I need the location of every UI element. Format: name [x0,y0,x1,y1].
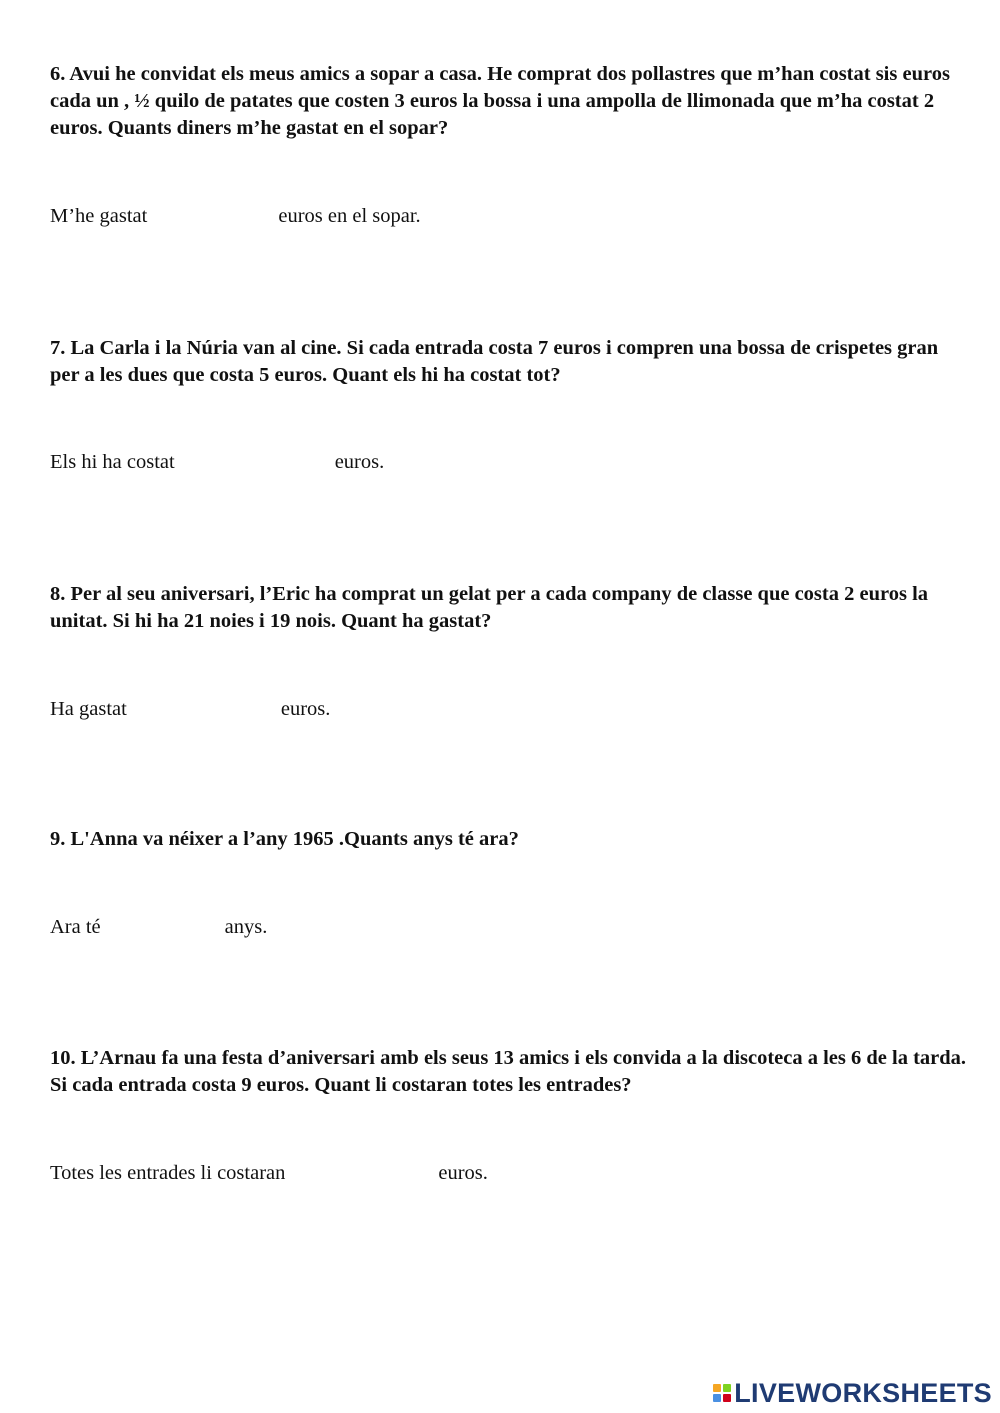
liveworksheets-branding [713,1378,992,1408]
answer-9-row [50,913,267,941]
answer-10-prefix: Totes les entrades li costaran [50,1162,286,1184]
answer-6-row [50,202,421,230]
answer-9-prefix: Ara té [50,916,101,938]
answer-8-suffix: euros. [280,698,331,720]
answer-8-prefix: Ha gastat [50,698,127,720]
answer-9-suffix: anys. [224,916,268,938]
answer-10-blank[interactable] [285,1162,438,1186]
liveworksheets-logo-icon [713,1384,731,1402]
logo-tile-3 [713,1394,721,1402]
answer-9-blank[interactable] [101,916,225,940]
answer-6-prefix: M’he gastat [50,205,148,227]
answer-6-blank[interactable] [147,205,278,229]
liveworksheets-wordmark: LIVEWORKSHEETS [734,1377,992,1408]
answer-8-row [50,695,330,723]
question-10-text: 10. L’Arnau fa una festa d’aniversari amb els seus 13 amics i els convida a la discoteca a les 6 de la tarda. Si cada entrada costa 9 euros. Quant li costaran totes les entrades? [50,1047,967,1096]
question-7-text: 7. La Carla i la Núria van al cine. Si cada entrada costa 7 euros i compren una bossa de crispetes gran per a les dues que costa 5 euros. Quant els hi ha costat tot? [50,337,939,386]
answer-7-suffix: euros. [334,451,385,473]
logo-tile-4 [723,1394,731,1402]
answer-10-row [50,1159,488,1187]
answer-7-blank[interactable] [175,451,335,475]
question-9-text: 9. L'Anna va néixer a l’any 1965 .Quants anys té ara? [50,828,519,850]
answer-6-suffix: euros en el sopar. [278,205,421,227]
question-8-text: 8. Per al seu aniversari, l’Eric ha comprat un gelat per a cada company de classe que costa 2 euros la unitat. Si hi ha 21 noies i 19 nois. Quant ha gastat? [50,583,929,632]
answer-7-row [50,448,384,476]
logo-tile-2 [723,1384,731,1392]
question-6-text: 6. Avui he convidat els meus amics a sopar a casa. He comprat dos pollastres que m’han costat sis euros cada un , ½ quilo de patates que costen 3 euros la bossa i una ampolla de llimonada que m’ha costat 2 euros. Quants diners m’he gastat en el sopar? [50,63,950,139]
answer-7-prefix: Els hi ha costat [50,451,175,473]
answer-8-blank[interactable] [127,698,281,722]
logo-tile-1 [713,1384,721,1392]
answer-10-suffix: euros. [438,1162,488,1184]
